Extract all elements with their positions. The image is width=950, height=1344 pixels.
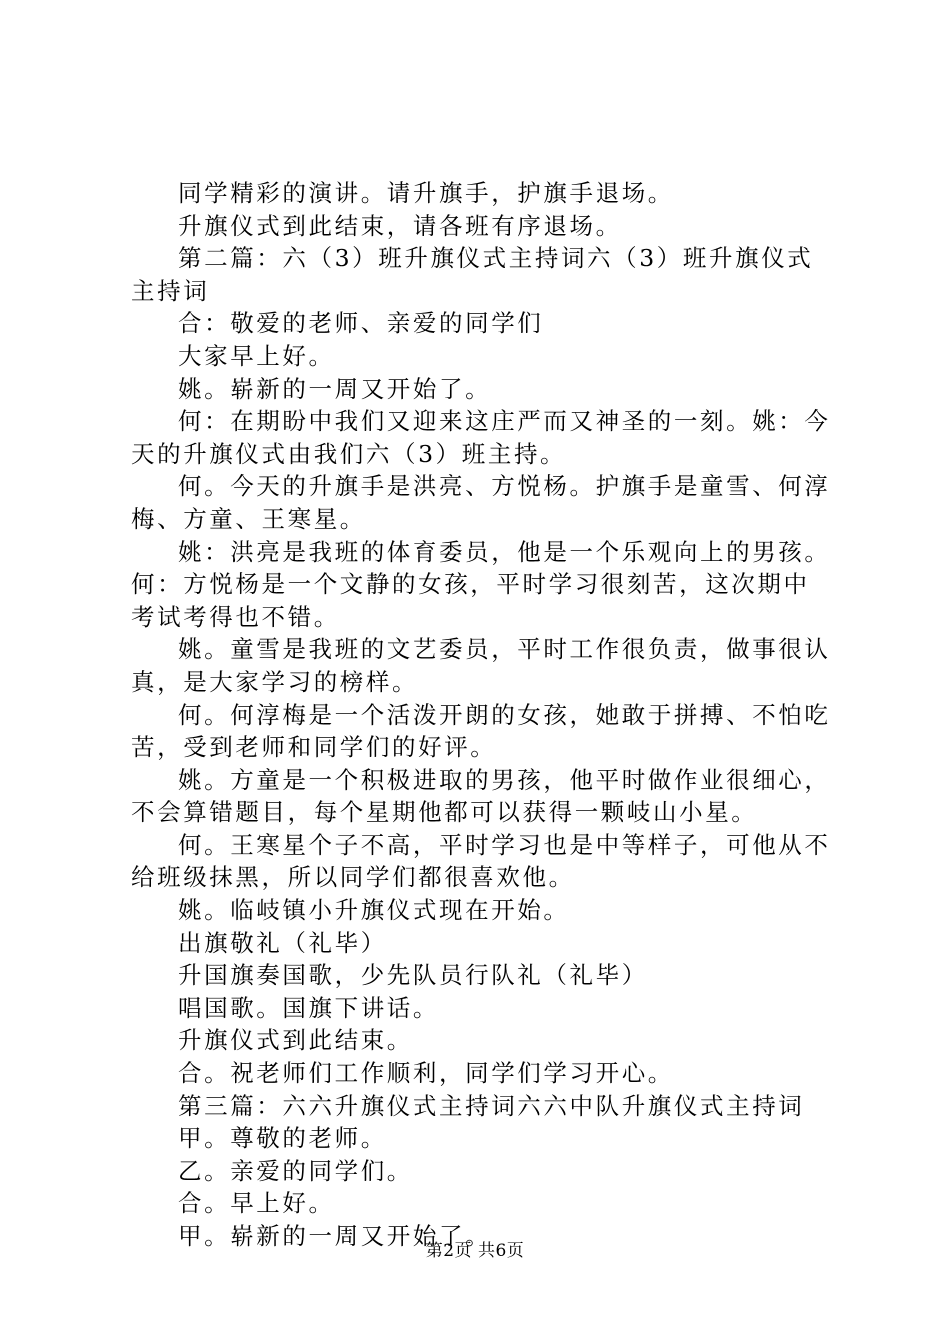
paragraph: 何。何淳梅是一个活泼开朗的女孩，她敢于拼搏、不怕吃苦，受到老师和同学们的好评。 xyxy=(131,700,831,762)
paragraph: 唱国歌。国旗下讲话。 xyxy=(178,993,439,1022)
page-footer xyxy=(0,1240,950,1262)
paragraph: 甲。崭新的一周又开始了。 xyxy=(178,1222,492,1250)
paragraph: 何。王寒星个子不高，平时学习也是中等样子，可他从不给班级抹黑，所以同学们都很喜欢他。 xyxy=(131,830,831,892)
paragraph: 合。早上好。 xyxy=(178,1189,335,1218)
paragraph: 何。今天的升旗手是洪亮、方悦杨。护旗手是童雪、何淳梅、方童、王寒星。 xyxy=(131,472,831,533)
paragraph: 大家早上好。 xyxy=(178,341,335,370)
paragraph: 升旗仪式到此结束。 xyxy=(178,1026,413,1055)
page-number-label: 第2页 共6页 xyxy=(425,1241,525,1261)
paragraph: 出旗敬礼（礼毕） xyxy=(178,928,387,957)
paragraph: 甲。尊敬的老师。 xyxy=(178,1124,387,1153)
paragraph: 合：敬爱的老师、亲爱的同学们 xyxy=(178,309,544,338)
paragraph: 何：在期盼中我们又迎来这庄严而又神圣的一刻。姚：今天的升旗仪式由我们六（3）班主持。 xyxy=(131,407,831,468)
paragraph: 乙。亲爱的同学们。 xyxy=(178,1156,413,1185)
paragraph: 姚。崭新的一周又开始了。 xyxy=(178,374,492,403)
paragraph: 升旗仪式到此结束，请各班有序退场。 xyxy=(178,211,622,240)
paragraph: 姚。方童是一个积极进取的男孩，他平时做作业很细心，不会算错题目，每个星期他都可以获得一颗岐山小星。 xyxy=(131,765,831,827)
document-body xyxy=(131,177,831,1253)
paragraph: 合。祝老师们工作顺利，同学们学习开心。 xyxy=(178,1059,674,1088)
paragraph: 升国旗奏国歌，少先队员行队礼（礼毕） xyxy=(178,961,648,990)
paragraph: 姚。童雪是我班的文艺委员，平时工作很负责，做事很认真，是大家学习的榜样。 xyxy=(131,635,831,696)
paragraph: 姚：洪亮是我班的体育委员，他是一个乐观向上的男孩。何：方悦杨是一个文静的女孩，平时学习很刻苦，这次期中考试考得也不错。 xyxy=(131,537,831,631)
section-heading: 第二篇：六（3）班升旗仪式主持词六（3）班升旗仪式主持词 xyxy=(131,244,814,305)
section-heading: 第三篇：六六升旗仪式主持词六六中队升旗仪式主持词 xyxy=(178,1091,805,1120)
paragraph: 同学精彩的演讲。请升旗手，护旗手退场。 xyxy=(178,179,674,207)
paragraph: 姚。临岐镇小升旗仪式现在开始。 xyxy=(178,896,570,925)
